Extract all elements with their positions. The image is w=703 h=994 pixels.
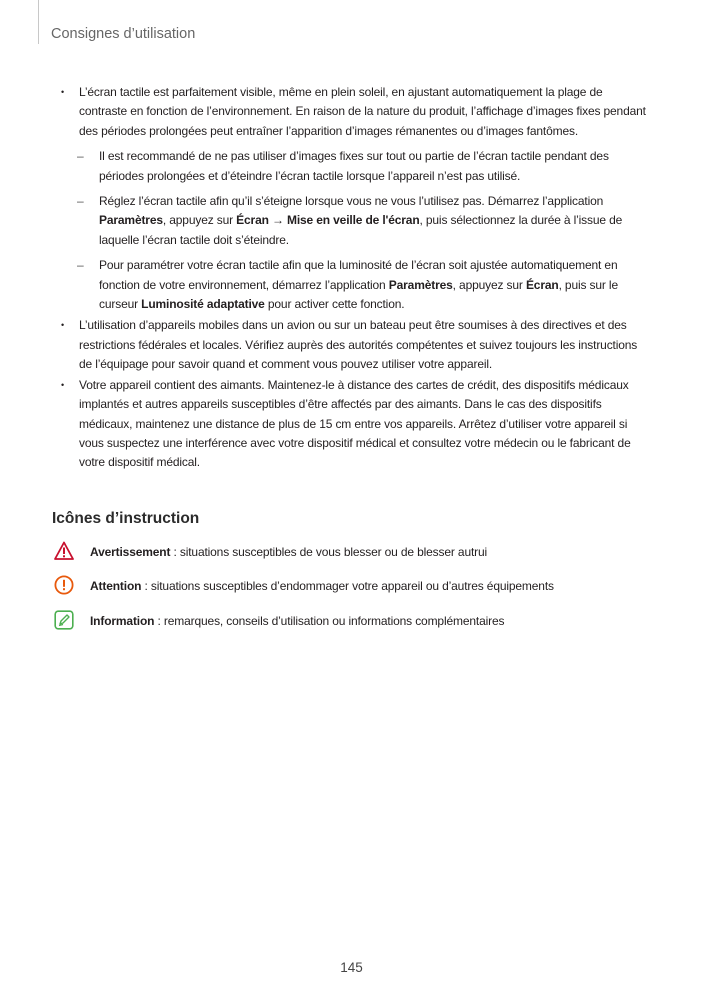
sub-text-part: , puis sur le curseur (99, 277, 618, 312)
screen-timeout-menu-name: Mise en veille de l'écran (287, 213, 420, 228)
icon-row-note (54, 610, 654, 632)
sub-item-screen-timeout (52, 192, 652, 250)
bullet-text: L’écran tactile est parfaitement visible, même en plein soleil, en ajustant automatiquement la plage de contraste en fonction de l’environnement. En raison de la nature du produit, l’affichage d’images fixes pendant des périodes prolongées peut entraîner l’apparition d’images rémanentes ou d’images fantômes. (79, 85, 646, 138)
bullet-text: Votre appareil contient des aimants. Maintenez-le à distance des cartes de crédit, des dispositifs médicaux implantés et autres appareils susceptibles d’être affectés par des aimants. Dans le cas des dispositifs médicaux, maintenez une distance de plus de 15 cm entre vos appareils. Arrêtez d’utiliser votre appareil si vous suspectez une interférence avec votre dispositif médical et consultez votre médecin ou le fabricant de votre dispositif médical. (79, 377, 631, 470)
bullet-dot-icon: • (61, 87, 65, 97)
bullet-item-aircraft (52, 316, 652, 374)
settings-app-name: Paramètres (388, 277, 453, 292)
note-text: : remarques, conseils d’utilisation ou informations complémentaires (154, 614, 505, 628)
display-menu-name: Écran (525, 277, 559, 292)
main-content (52, 83, 652, 473)
exclamation-circle-icon (54, 575, 74, 595)
bullet-item-screen (52, 83, 652, 141)
page-number: 145 (340, 960, 363, 975)
note-description (90, 612, 504, 630)
header-divider (38, 0, 39, 44)
sub-item-text: Il est recommandé de ne pas utiliser d’images fixes sur tout ou partie de l’écran tactile pendant des périodes prolongées et d’éteindre l’écran tactile lorsque l’appareil n’est pas utilisé. (99, 149, 609, 183)
section-title-instruction-icons: Icônes d’instruction (52, 510, 200, 527)
sub-text-part: , appuyez sur (162, 213, 237, 228)
caution-description (90, 577, 554, 595)
warning-text: : situations susceptibles de vous blesser ou de blesser autrui (170, 545, 488, 559)
sub-text-part: Pour paramétrer votre écran tactile afin que la luminosité de l’écran soit ajustée automatiquement en fonction de votre environnement, démarrez l’application (99, 258, 618, 292)
adaptive-brightness-name: Luminosité adaptative (141, 297, 265, 312)
page-header-title: Consignes d’utilisation (51, 26, 196, 42)
sub-item-static-images (52, 147, 652, 186)
sub-text-part: pour activer cette fonction. (264, 297, 405, 312)
icon-row-warning (54, 541, 654, 563)
icon-row-caution (54, 575, 654, 597)
warning-triangle-icon (54, 541, 74, 561)
dash-icon: – (77, 149, 84, 164)
bullet-dot-icon: • (61, 320, 65, 331)
dash-icon: – (77, 258, 84, 273)
caution-label: Attention (90, 579, 142, 593)
sub-text-part: , appuyez sur (452, 277, 526, 292)
arrow-separator: → (268, 213, 287, 228)
warning-description (90, 543, 487, 561)
caution-text: : situations susceptibles d’endommager votre appareil ou d’autres équipements (141, 579, 554, 593)
pencil-note-icon (54, 610, 74, 630)
settings-app-name: Paramètres (99, 213, 163, 228)
sub-item-adaptive-brightness (52, 256, 652, 314)
bullet-text: L’utilisation d’appareils mobiles dans un avion ou sur un bateau peut être soumises à des directives et des restrictions fédérales et locales. Vérifiez auprès des autorités compétentes et suivez toujours les instructions de l’équipage pour savoir quand et comment vous pouvez utiliser votre appareil. (79, 318, 638, 372)
warning-label: Avertissement (90, 545, 171, 559)
sub-text-part: Réglez l’écran tactile afin qu’il s’éteigne lorsque vous ne vous l’utilisez pas. Démarrez l’application (99, 194, 604, 209)
note-label: Information (90, 614, 155, 628)
dash-icon: – (77, 194, 84, 209)
display-menu-name: Écran (236, 213, 269, 228)
sub-text-part: , puis sélectionnez la durée à l’issue de laquelle l’écran tactile doit s’éteindre. (99, 213, 623, 247)
bullet-item-magnets (52, 376, 652, 473)
bullet-dot-icon: • (61, 379, 65, 390)
